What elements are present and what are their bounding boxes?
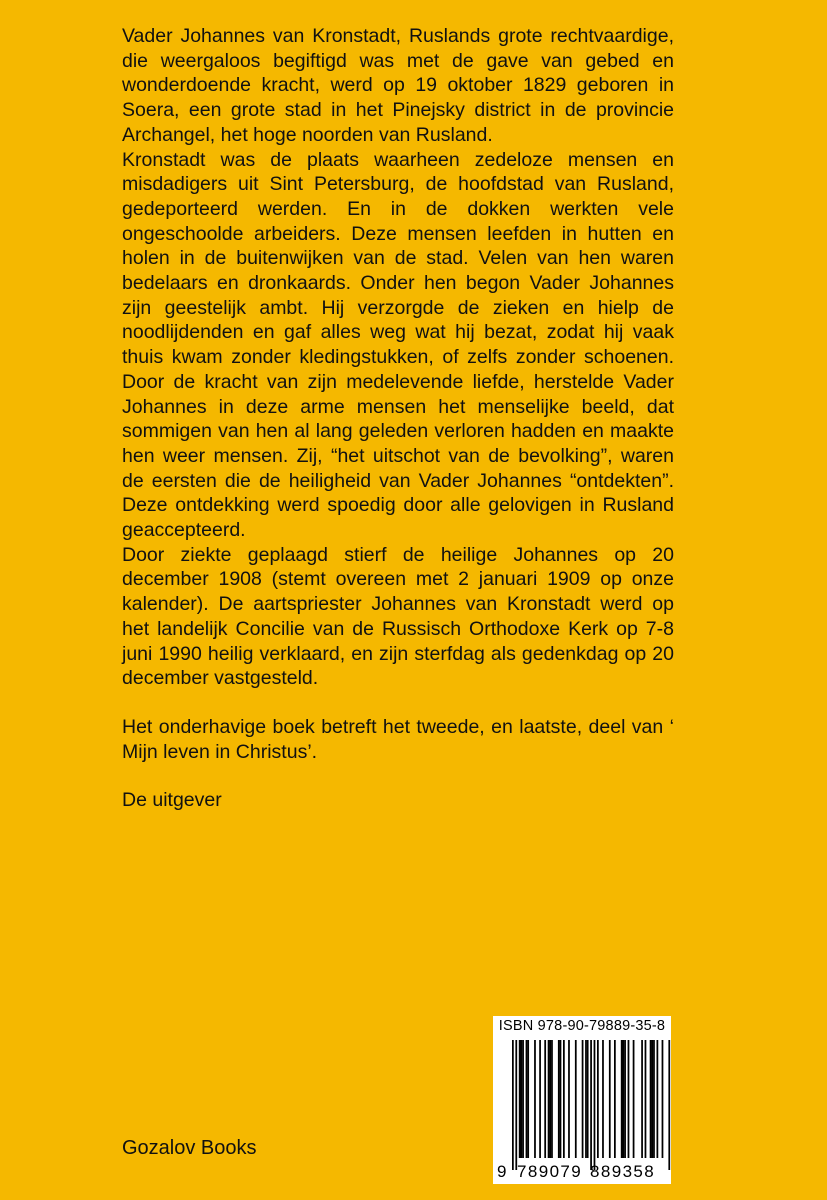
barcode-bar — [544, 1040, 546, 1158]
barcode-bar — [657, 1040, 659, 1158]
barcode-bar — [568, 1040, 570, 1158]
barcode-bar — [548, 1040, 550, 1158]
barcode-right-digits: 889358 — [590, 1162, 656, 1181]
barcode-bar — [526, 1040, 528, 1158]
barcode-bar — [558, 1040, 560, 1158]
barcode-bar — [515, 1040, 517, 1170]
barcode-bar — [560, 1040, 562, 1158]
barcode-bar — [621, 1040, 623, 1158]
barcode-bar — [633, 1040, 635, 1158]
barcode-bar — [614, 1040, 616, 1158]
barcode-bar — [590, 1040, 592, 1170]
barcode-bar — [623, 1040, 625, 1158]
barcode-bar — [534, 1040, 536, 1158]
barcode-bar — [609, 1040, 611, 1158]
barcode-bar — [549, 1040, 551, 1158]
barcode-bar — [594, 1040, 596, 1170]
cover-text — [122, 24, 674, 813]
barcode-bar — [512, 1040, 514, 1170]
barcode-bar — [645, 1040, 647, 1158]
barcode-bar — [624, 1040, 626, 1158]
barcode-bar — [551, 1040, 553, 1158]
barcode-lead-digit: 9 — [497, 1162, 507, 1181]
barcode-bar — [653, 1040, 655, 1158]
paragraph-death-canonization: Door ziekte geplaagd stierf de heilige Johannes op 20 december 1908 (stemt overeen met 2 januari 1909 op onze kalender). De aartspriester Johannes van Kronstadt werd op het landelijk Concilie van de Russisch Orthodoxe Kerk op 7-8 juni 1990 heilig verklaard, en zijn sterfdag als gedenkdag op 20 december vastgesteld. — [122, 543, 674, 690]
barcode-bar — [602, 1040, 604, 1158]
barcode-bar — [651, 1040, 653, 1158]
publisher-name: Gozalov Books — [122, 1137, 257, 1159]
barcode-bar — [521, 1040, 523, 1158]
barcode-bar — [519, 1040, 521, 1158]
barcode-bar — [585, 1040, 587, 1158]
barcode-bar — [668, 1040, 670, 1170]
paragraph-book-note: Het onderhavige boek betreft het tweede, en laatste, deel van ‘ Mijn leven in Christus’. — [122, 715, 674, 763]
barcode-bar — [582, 1040, 584, 1158]
barcode-bar — [563, 1040, 565, 1158]
paragraph-gap — [122, 764, 674, 788]
barcode-left-digits: 789079 — [517, 1162, 583, 1181]
barcode-bar — [575, 1040, 577, 1158]
paragraph-gap — [122, 691, 674, 715]
paragraph-kronstadt: Kronstadt was de plaats waarheen zedeloze mensen en misdadigers uit Sint Petersburg, de hoofdstad van Rusland, gedeporteerd werden. En in de dokken werkten vele ongeschoolde arbeiders. Deze mensen leefden in hutten en holen in de buitenwijken van de stad. Velen van hen waren bedelaars en dronkaards. Onder hen begon Vader Johannes zijn geestelijk ambt. Hij verzorgde de zieken en hielp de noodlijdenden en gaf alles weg wat hij bezat, zodat hij vaak thuis kwam zonder kledingstukken, of zelfs zonder schoenen. Door de kracht van zijn medelevende liefde, herstelde Vader Johannes in deze arme mensen het menselijke beeld, dat sommigen van hen al lang geleden verloren hadden en maakte hen weer mensen. Zij, “het uitschot van de bevolking”, waren de eersten die de heiligheid van Vader Johannes “ontdekten”. Deze ontdekking werd spoedig door alle gelovigen in Rusland geaccepteerd. — [122, 148, 674, 542]
isbn-label: ISBN 978-90-79889-35-8 — [498, 1018, 666, 1034]
signature-line: De uitgever — [122, 789, 222, 812]
isbn-barcode — [493, 1016, 671, 1184]
barcode-bar — [522, 1040, 524, 1158]
barcode-bar — [662, 1040, 664, 1158]
barcode-bars — [493, 1016, 671, 1184]
barcode-bar — [539, 1040, 541, 1158]
barcode-bar — [650, 1040, 652, 1158]
barcode-bar — [587, 1040, 589, 1158]
barcode-bar — [628, 1040, 630, 1158]
paragraph-biography: Vader Johannes van Kronstadt, Ruslands grote rechtvaardige, die weergaloos begiftigd was met de gave van gebed en wonderdoende kracht, werd op 19 oktober 1829 geboren in Soera, een grote stad in het Pinejsky district in de provincie Archangel, het hoge noorden van Rusland. — [122, 25, 674, 146]
barcode-bar — [597, 1040, 599, 1158]
barcode-bar — [527, 1040, 529, 1158]
barcode-bar — [641, 1040, 643, 1158]
